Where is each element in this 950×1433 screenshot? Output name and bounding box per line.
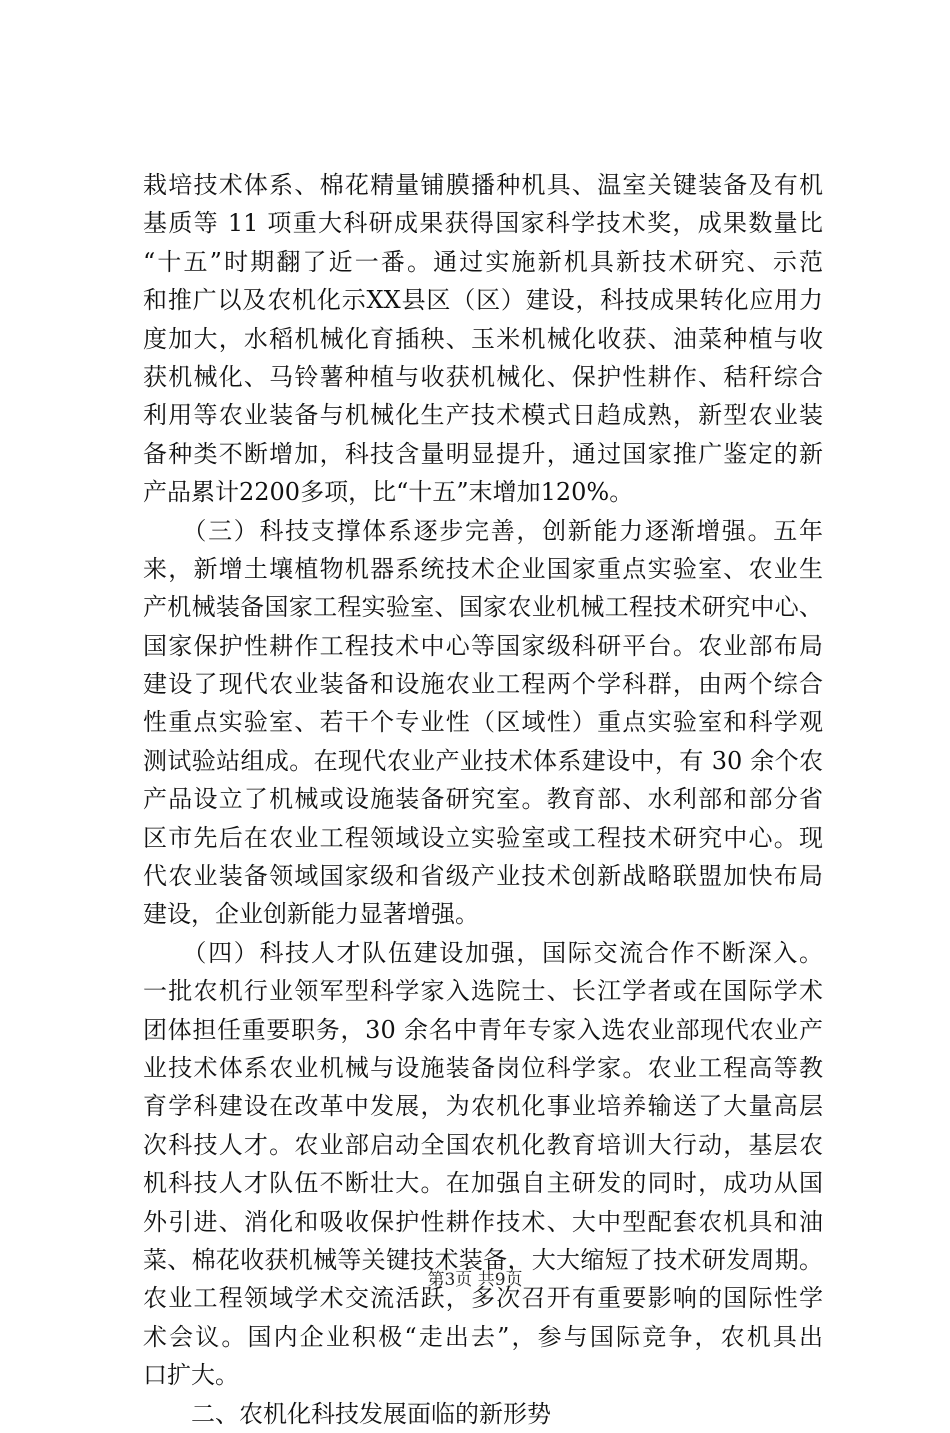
text-line: 机科技人才队伍不断壮大。在加强自主研发的同时，成功从国 <box>143 1169 823 1198</box>
section-heading-line: （四）科技人才队伍建设加强，国际交流合作不断深入。 <box>143 938 823 967</box>
text-line: 产品累计2200多项，比“十五”末增加120%。 <box>143 478 634 507</box>
text-line: 区市先后在农业工程领域设立实验室或工程技术研究中心。现 <box>143 823 823 852</box>
page-number-footer: 第3页 共9页 <box>427 1270 523 1290</box>
text-line: 育学科建设在改革中发展，为农机化事业培养输送了大量高层 <box>143 1092 823 1121</box>
text-line: 来，新增土壤植物机器系统技术企业国家重点实验室、农业生 <box>143 554 823 583</box>
text-line: 代农业装备领域国家级和省级产业技术创新战略联盟加快布局 <box>143 862 823 891</box>
text-line: 产机械装备国家工程实验室、国家农业机械工程技术研究中心、 <box>143 593 823 622</box>
text-line: 建设了现代农业装备和设施农业工程两个学科群，由两个综合 <box>143 670 823 699</box>
text-line: 农业工程领域学术交流活跃，多次召开有重要影响的国际性学 <box>143 1284 823 1313</box>
text-line: 产品设立了机械或设施装备研究室。教育部、水利部和部分省 <box>143 785 823 814</box>
text-line: 利用等农业装备与机械化生产技术模式日趋成熟，新型农业装 <box>143 401 823 430</box>
text-line: “十五”时期翻了近一番。通过实施新机具新技术研究、示范 <box>143 247 823 276</box>
text-line: 口扩大。 <box>143 1361 239 1390</box>
text-line: 术会议。国内企业积极“走出去”，参与国际竞争，农机具出 <box>143 1322 823 1351</box>
chapter-heading-line: 二、农机化科技发展面临的新形势 <box>143 1399 551 1428</box>
text-line: 外引进、消化和吸收保护性耕作技术、大中型配套农机具和油 <box>143 1207 823 1236</box>
section-heading-line: （三）科技支撑体系逐步完善，创新能力逐渐增强。五年 <box>143 516 823 545</box>
text-line: 度加大，水稻机械化育插秧、玉米机械化收获、油菜种植与收 <box>143 324 823 353</box>
text-line: 团体担任重要职务，30 余名中青年专家入选农业部现代农业产 <box>143 1015 823 1044</box>
text-line: 基质等 11 项重大科研成果获得国家科学技术奖，成果数量比 <box>143 209 823 238</box>
text-line: 性重点实验室、若干个专业性（区域性）重点实验室和科学观 <box>143 708 823 737</box>
text-line: 建设，企业创新能力显著增强。 <box>143 900 479 929</box>
text-line: 备种类不断增加，科技含量明显提升，通过国家推广鉴定的新 <box>143 439 823 468</box>
text-line: 业技术体系农业机械与设施装备岗位科学家。农业工程高等教 <box>143 1053 823 1082</box>
body-text <box>143 166 823 1433</box>
text-line: 菜、棉花收获机械等关键技术装备，大大缩短了技术研发周期。 <box>143 1245 823 1274</box>
text-line: 测试验站组成。在现代农业产业技术体系建设中，有 30 余个农 <box>143 746 823 775</box>
text-line: 次科技人才。农业部启动全国农机化教育培训大行动，基层农 <box>143 1130 823 1159</box>
text-line: 一批农机行业领军型科学家入选院士、长江学者或在国际学术 <box>143 977 823 1006</box>
text-line: 国家保护性耕作工程技术中心等国家级科研平台。农业部布局 <box>143 631 823 660</box>
text-line: 获机械化、马铃薯种植与收获机械化、保护性耕作、秸秆综合 <box>143 362 823 391</box>
text-line: 栽培技术体系、棉花精量铺膜播种机具、温室关键装备及有机 <box>143 171 823 199</box>
text-line: 和推广以及农机化示XX县区（区）建设，科技成果转化应用力 <box>143 286 823 315</box>
